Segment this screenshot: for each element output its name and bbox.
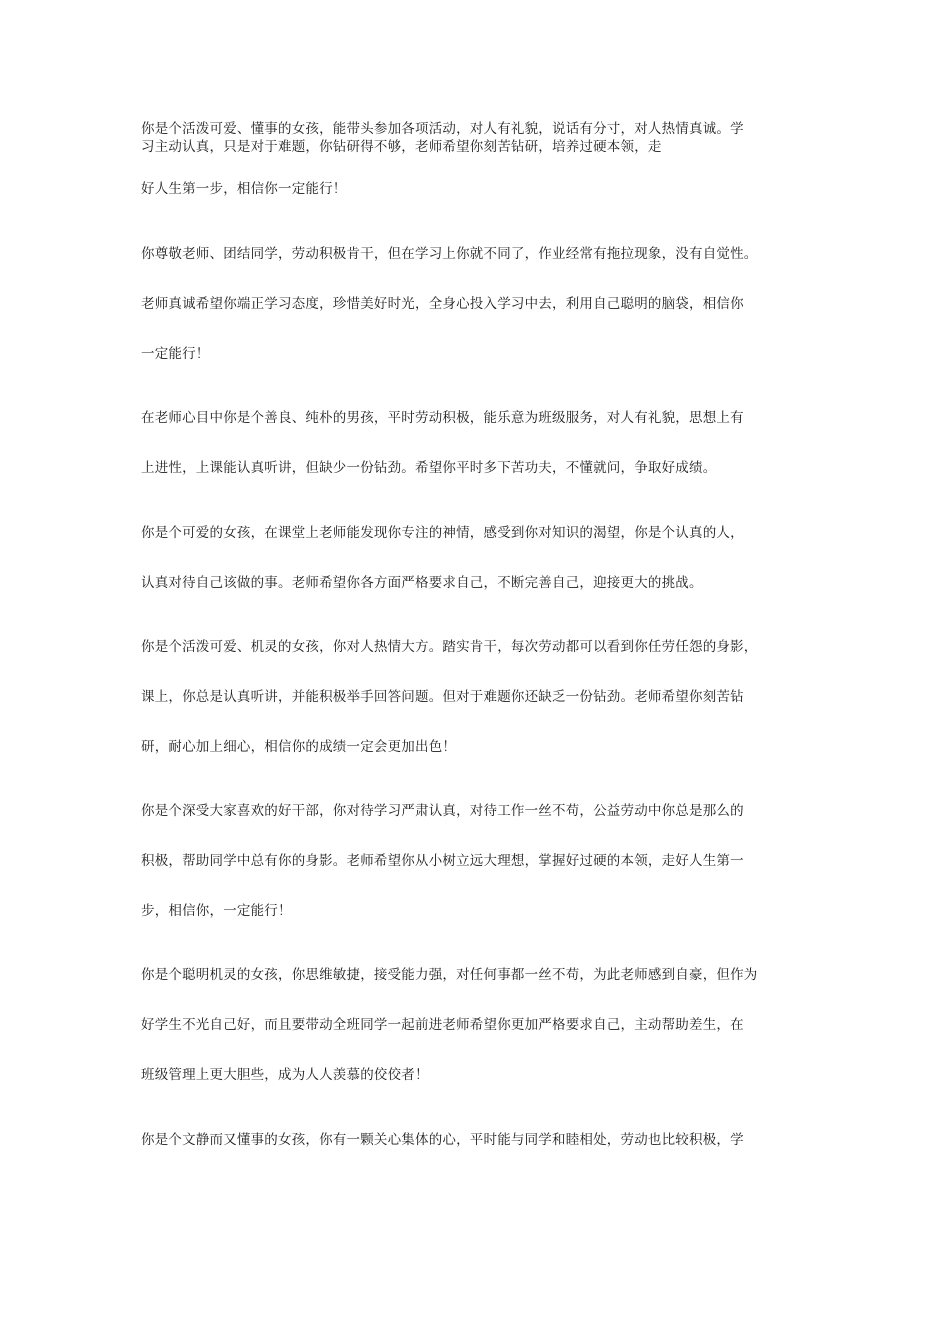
text-line: 步，相信你，一定能行！	[141, 903, 292, 919]
text-line: 在老师心目中你是个善良、纯朴的男孩，平时劳动积极，能乐意为班级服务，对人有礼貌，思想上有	[141, 410, 744, 426]
text-line: 好人生第一步，相信你一定能行！	[141, 181, 347, 197]
text-line: 你是个活泼可爱、懂事的女孩，能带头参加各项活动，对人有礼貌，说话有分寸，对人热情真诚。学	[141, 121, 744, 137]
text-line: 上进性，上课能认真听讲，但缺少一份钻劲。希望你平时多下苦功夫，不懂就问，争取好成绩。	[141, 460, 717, 476]
text-line: 你是个可爱的女孩，在课堂上老师能发现你专注的神情，感受到你对知识的渴望，你是个认真的人，	[141, 525, 744, 541]
text-line: 你是个深受大家喜欢的好干部，你对待学习严肃认真，对待工作一丝不苟，公益劳动中你总是那么的	[141, 803, 744, 819]
text-line: 课上，你总是认真听讲，并能积极举手回答问题。但对于难题你还缺乏一份钻劲。老师希望你刻苦钻	[141, 689, 744, 705]
text-line: 班级管理上更大胆些，成为人人羡慕的佼佼者！	[141, 1067, 429, 1083]
text-line: 老师真诚希望你端正学习态度，珍惜美好时光，全身心投入学习中去，利用自己聪明的脑袋，相信你	[141, 296, 744, 312]
text-line: 好学生不光自己好，而且要带动全班同学一起前进老师希望你更加严格要求自己，主动帮助差生，在	[141, 1017, 744, 1033]
text-line: 你尊敬老师、团结同学，劳动积极肯干，但在学习上你就不同了，作业经常有拖拉现象，没有自觉性。	[141, 246, 758, 262]
text-line: 习主动认真，只是对于难题，你钻研得不够，老师希望你刻苦钻研，培养过硬本领，走	[141, 139, 662, 155]
text-line: 你是个文静而又懂事的女孩，你有一颗关心集体的心，平时能与同学和睦相处，劳动也比较积极，学	[141, 1132, 744, 1148]
text-line: 你是个活泼可爱、机灵的女孩，你对人热情大方。踏实肯干，每次劳动都可以看到你任劳任怨的身影，	[141, 639, 758, 655]
text-line: 一定能行！	[141, 346, 210, 362]
text-line: 研，耐心加上细心，相信你的成绩一定会更加出色！	[141, 739, 457, 755]
text-line: 积极，帮助同学中总有你的身影。老师希望你从小树立远大理想，掌握好过硬的本领，走好人生第一	[141, 853, 744, 869]
text-line: 认真对待自己该做的事。老师希望你各方面严格要求自己，不断完善自己，迎接更大的挑战。	[141, 575, 703, 591]
text-line: 你是个聪明机灵的女孩，你思维敏捷，接受能力强，对任何事都一丝不苟，为此老师感到自豪，但作为	[141, 967, 758, 983]
